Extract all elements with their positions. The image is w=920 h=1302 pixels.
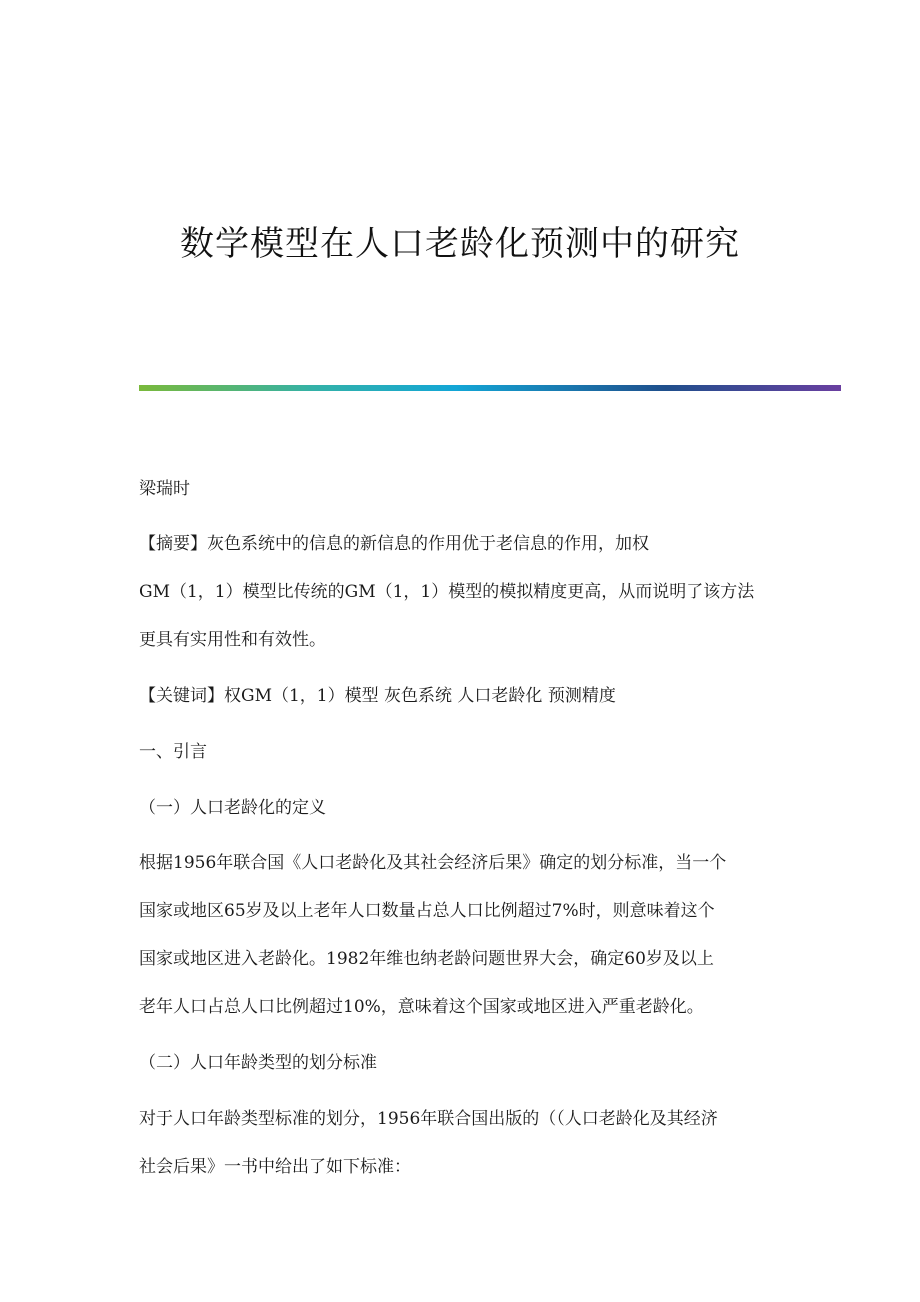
author-name: 梁瑞时 [139, 479, 190, 499]
subsection-heading: （二）人口年龄类型的划分标准 [139, 1053, 377, 1073]
keywords-line: 【关键词】权GM（1，1）模型 灰色系统 人口老龄化 预测精度 [139, 686, 616, 706]
paragraph-line: 对于人口年龄类型标准的划分，1956年联合国出版的（（人口老龄化及其经济 [139, 1109, 718, 1129]
gradient-divider [139, 385, 841, 391]
paragraph-line: 社会后果》一书中给出了如下标准： [139, 1157, 411, 1177]
document-title: 数学模型在人口老龄化预测中的研究 [180, 224, 740, 264]
paragraph-line: 根据1956年联合国《人口老龄化及其社会经济后果》确定的划分标准，当一个 [139, 853, 727, 873]
paragraph-line: 国家或地区进入老龄化。1982年维也纳老龄问题世界大会，确定60岁及以上 [139, 949, 714, 969]
abstract-line: GM（1，1）模型比传统的GM（1，1）模型的模拟精度更高，从而说明了该方法 [139, 582, 755, 602]
subsection-heading: （一）人口老龄化的定义 [139, 798, 326, 818]
abstract-line: 更具有实用性和有效性。 [139, 630, 326, 650]
paragraph-line: 国家或地区65岁及以上老年人口数量占总人口比例超过7%时，则意味着这个 [139, 901, 715, 921]
section-heading: 一、引言 [139, 742, 207, 762]
abstract-line: 【摘要】灰色系统中的信息的新信息的作用优于老信息的作用，加权 [139, 534, 649, 554]
paragraph-line: 老年人口占总人口比例超过10%，意味着这个国家或地区进入严重老龄化。 [139, 997, 704, 1017]
